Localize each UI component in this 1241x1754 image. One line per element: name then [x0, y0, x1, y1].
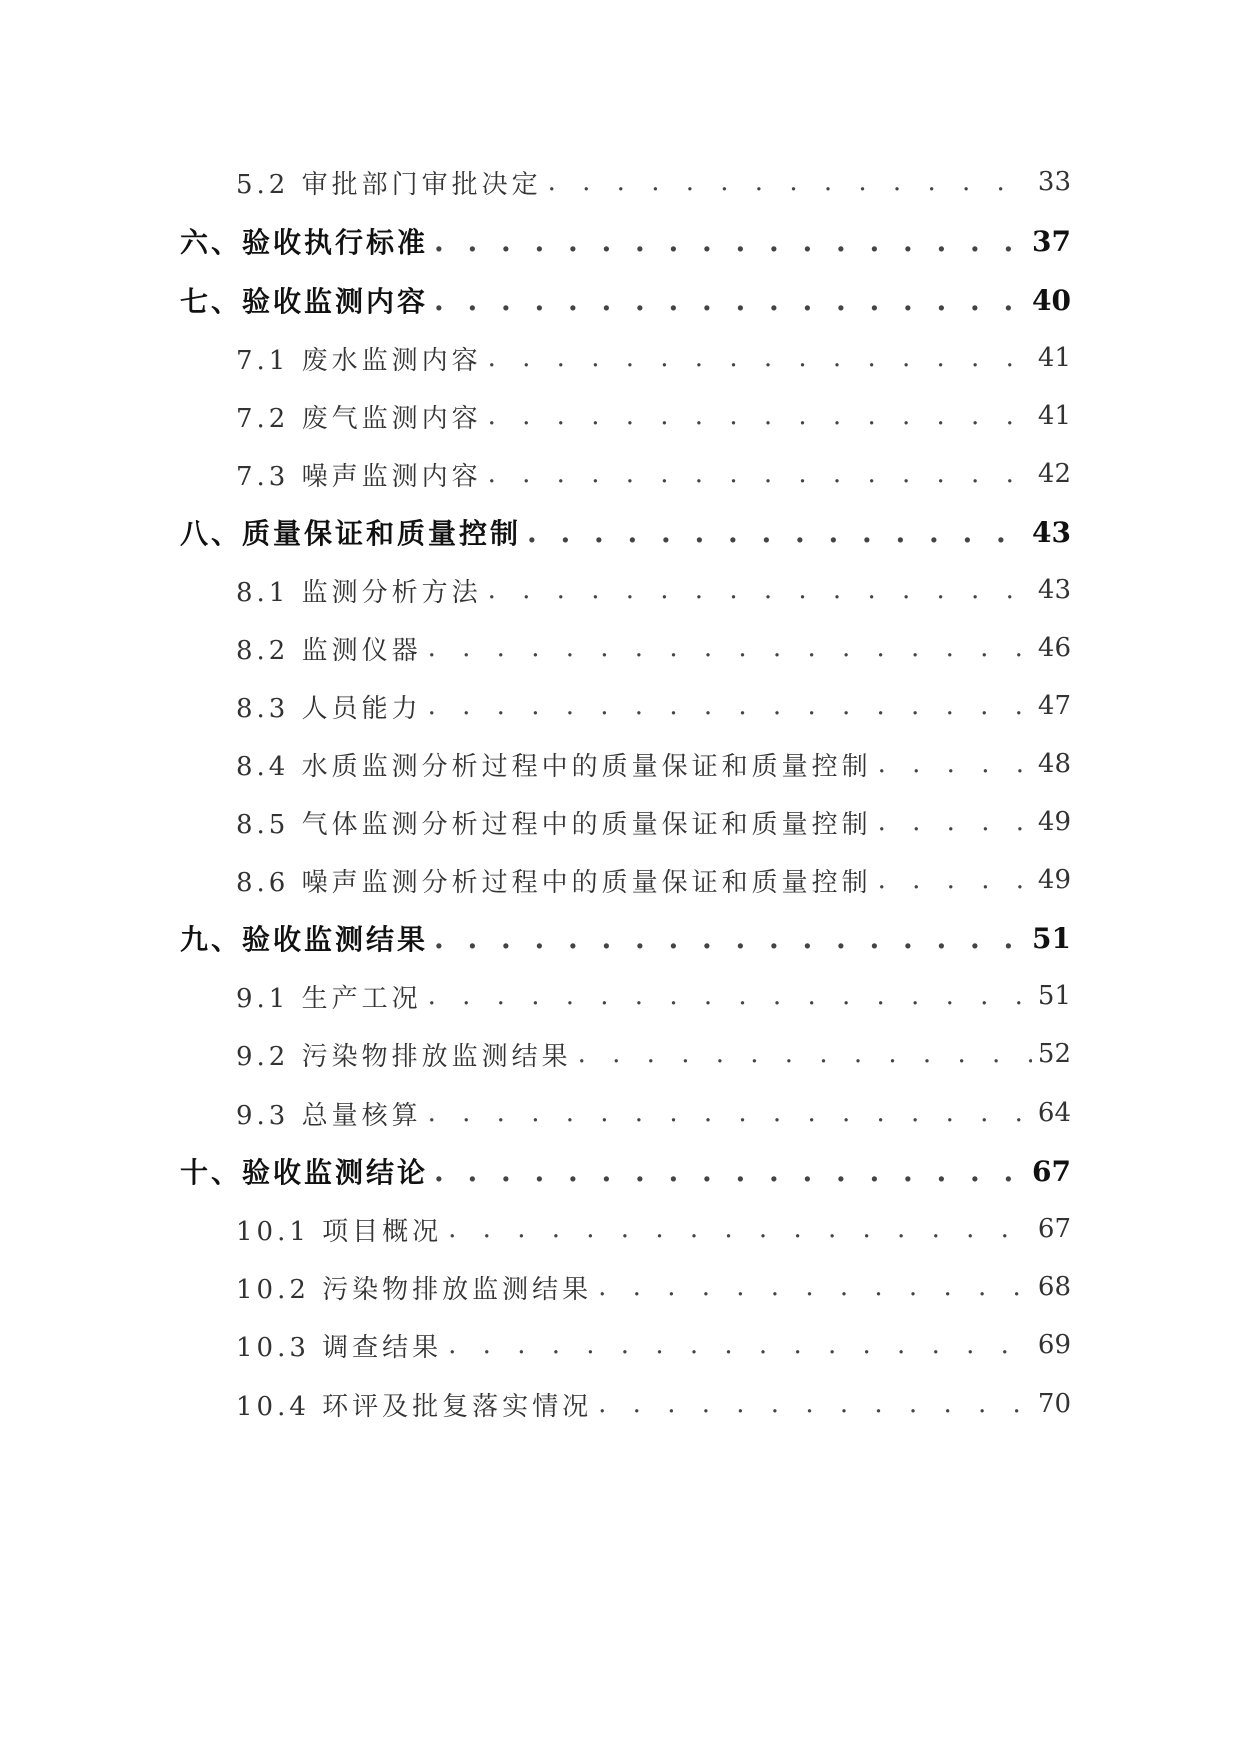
- toc-entry-7-1[interactable]: [236, 338, 1071, 378]
- toc-entry-title: 7.2 废气监测内容: [236, 403, 482, 434]
- dot-leader: [527, 516, 1026, 549]
- toc-entry-title: 7.3 噪声监测内容: [236, 461, 482, 492]
- toc-entry-9-1[interactable]: [236, 976, 1071, 1016]
- toc-entry-title: 9.3 总量核算: [236, 1100, 422, 1131]
- toc-entry-chapter-9[interactable]: [180, 918, 1071, 958]
- toc-entry-10-3[interactable]: [236, 1325, 1071, 1365]
- toc-entry-10-2[interactable]: [236, 1267, 1071, 1307]
- dot-leader: [434, 225, 1026, 258]
- toc-entry-title: 7.1 废水监测内容: [236, 345, 482, 376]
- toc-entry-chapter-6[interactable]: [180, 221, 1071, 261]
- toc-entry-page-number: 43: [1037, 575, 1071, 605]
- toc-entry-page-number: 46: [1037, 633, 1071, 663]
- toc-entry-page-number: 51: [1037, 981, 1071, 1011]
- toc-entry-title: 九、验收监测结果: [180, 923, 429, 956]
- toc-entry-page-number: 70: [1037, 1389, 1071, 1419]
- toc-entry-page-number: 40: [1032, 283, 1071, 317]
- dot-leader: [428, 633, 1032, 663]
- dot-leader: [434, 922, 1026, 955]
- toc-entry-8-4[interactable]: [236, 744, 1071, 784]
- toc-entry-chapter-7[interactable]: [180, 280, 1071, 320]
- toc-entry-page-number: 48: [1037, 749, 1071, 779]
- toc-entry-page-number: 37: [1032, 224, 1071, 258]
- toc-entry-page-number: 64: [1037, 1098, 1071, 1128]
- toc-entry-9-2[interactable]: [236, 1034, 1071, 1074]
- toc-entry-title: 六、验收执行标准: [180, 226, 429, 259]
- toc-entry-title: 10.1 项目概况: [236, 1216, 443, 1247]
- toc-entry-page-number: 41: [1037, 401, 1071, 431]
- toc-entry-title: 8.2 监测仪器: [236, 635, 422, 666]
- toc-entry-8-5[interactable]: [236, 802, 1071, 842]
- toc-entry-title: 8.4 水质监测分析过程中的质量保证和质量控制: [236, 751, 872, 782]
- toc-entry-page-number: 43: [1032, 515, 1071, 549]
- dot-leader: [428, 981, 1032, 1011]
- toc-entry-title: 8.1 监测分析方法: [236, 577, 482, 608]
- dot-leader: [488, 575, 1032, 605]
- dot-leader: [598, 1272, 1032, 1302]
- toc-entry-title: 9.2 污染物排放监测结果: [236, 1041, 572, 1072]
- toc-entry-title: 八、质量保证和质量控制: [180, 517, 522, 550]
- toc-entry-7-3[interactable]: [236, 454, 1071, 494]
- toc-entry-title: 8.5 气体监测分析过程中的质量保证和质量控制: [236, 809, 872, 840]
- dot-leader: [878, 749, 1032, 779]
- dot-leader: [488, 343, 1032, 373]
- toc-entry-title: 10.4 环评及批复落实情况: [236, 1391, 593, 1422]
- dot-leader: [878, 807, 1032, 837]
- toc-entry-title: 8.3 人员能力: [236, 693, 422, 724]
- dot-leader: [428, 1098, 1032, 1128]
- toc-entry-page-number: 67: [1037, 1214, 1071, 1244]
- dot-leader: [488, 459, 1032, 489]
- toc-entry-page-number: 47: [1037, 691, 1071, 721]
- toc-entry-page-number: 67: [1032, 1154, 1071, 1188]
- toc-entry-chapter-10[interactable]: [180, 1151, 1071, 1191]
- toc-entry-page-number: 51: [1032, 921, 1071, 955]
- toc-entry-8-6[interactable]: [236, 860, 1071, 900]
- toc-entry-page-number: 52: [1037, 1039, 1071, 1069]
- dot-leader: [434, 1155, 1026, 1188]
- toc-entry-title: 5.2 审批部门审批决定: [236, 169, 542, 200]
- toc-entry-5-2[interactable]: [236, 162, 1071, 202]
- toc-entry-page-number: 33: [1037, 167, 1071, 197]
- toc-entry-8-2[interactable]: [236, 628, 1071, 668]
- toc-entry-chapter-8[interactable]: [180, 512, 1071, 552]
- dot-leader: [598, 1389, 1032, 1419]
- dot-leader: [548, 167, 1032, 197]
- dot-leader: [878, 865, 1032, 895]
- toc-entry-8-1[interactable]: [236, 570, 1071, 610]
- toc-entry-page-number: 42: [1037, 459, 1071, 489]
- toc-entry-page-number: 69: [1037, 1330, 1071, 1360]
- dot-leader: [428, 691, 1032, 721]
- toc-entry-page-number: 49: [1037, 807, 1071, 837]
- dot-leader: [578, 1039, 1032, 1069]
- toc-entry-9-3[interactable]: [236, 1093, 1071, 1133]
- dot-leader: [448, 1330, 1032, 1360]
- toc-entry-8-3[interactable]: [236, 686, 1071, 726]
- dot-leader: [448, 1214, 1032, 1244]
- toc-entry-title: 9.1 生产工况: [236, 983, 422, 1014]
- toc-entry-title: 10.3 调查结果: [236, 1332, 443, 1363]
- toc-entry-10-1[interactable]: [236, 1209, 1071, 1249]
- dot-leader: [488, 401, 1032, 431]
- toc-entry-title: 七、验收监测内容: [180, 285, 429, 318]
- toc-entry-page-number: 68: [1037, 1272, 1071, 1302]
- toc-entry-page-number: 41: [1037, 343, 1071, 373]
- toc-entry-page-number: 49: [1037, 865, 1071, 895]
- dot-leader: [434, 284, 1026, 317]
- toc-entry-title: 8.6 噪声监测分析过程中的质量保证和质量控制: [236, 867, 872, 898]
- toc-entry-7-2[interactable]: [236, 396, 1071, 436]
- toc-entry-title: 10.2 污染物排放监测结果: [236, 1274, 593, 1305]
- toc-entry-title: 十、验收监测结论: [180, 1156, 429, 1189]
- toc-entry-10-4[interactable]: [236, 1384, 1071, 1424]
